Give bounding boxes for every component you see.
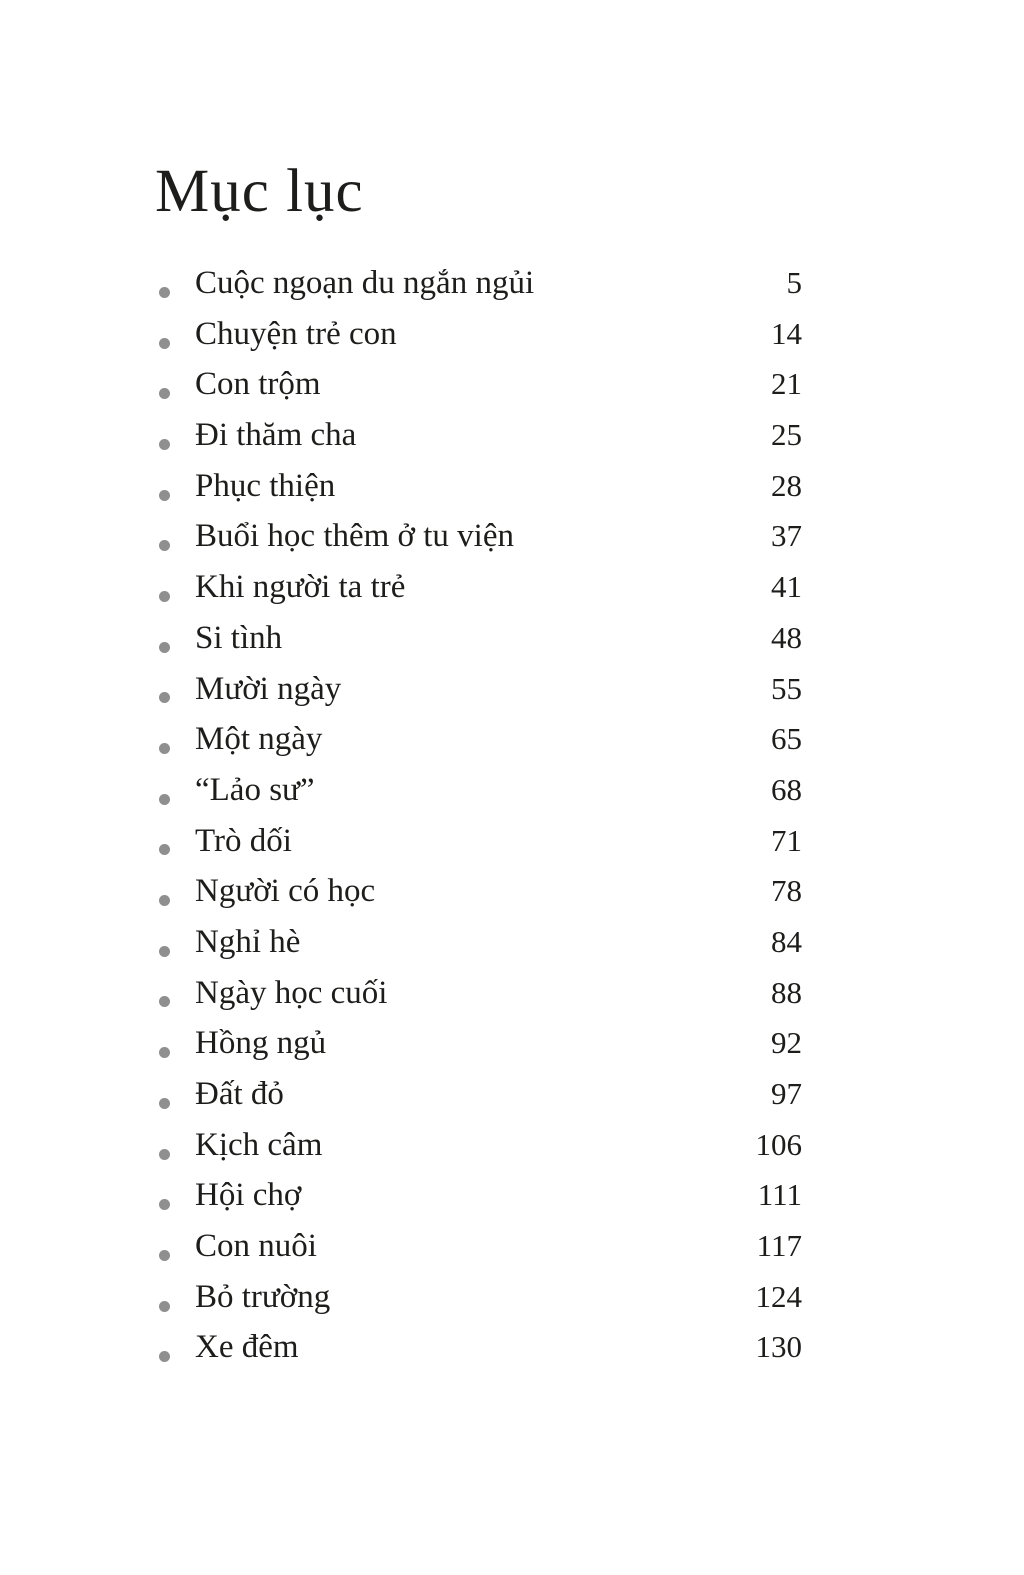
toc-row xyxy=(159,315,802,369)
bullet-icon xyxy=(159,794,170,805)
toc-row xyxy=(159,368,802,419)
toc-entry-title: Bỏ trường xyxy=(195,1278,331,1315)
bullet-icon xyxy=(159,1301,170,1312)
toc-entry-title: Đất đỏ xyxy=(195,1076,284,1112)
toc-entry-title: Khi người ta trẻ xyxy=(195,569,406,606)
toc-entry-page: 97 xyxy=(771,1076,802,1111)
toc-entry-title: Người có học xyxy=(195,873,376,910)
toc-entry-page: 92 xyxy=(771,1025,802,1061)
toc-row xyxy=(159,419,802,470)
toc-entry-title: Chuyện trẻ con xyxy=(195,315,397,352)
toc-row xyxy=(159,974,802,1028)
toc-entry-page: 106 xyxy=(755,1126,802,1162)
bullet-icon xyxy=(159,388,170,399)
bullet-icon xyxy=(159,844,170,855)
toc-entry-title: Nghỉ hè xyxy=(195,923,301,960)
toc-row xyxy=(159,723,802,774)
toc-entry-title: Một ngày xyxy=(195,721,323,758)
toc-list xyxy=(159,267,802,1382)
toc-entry-page: 48 xyxy=(771,619,802,655)
toc-entry-page: 41 xyxy=(771,569,802,605)
toc-row xyxy=(159,1278,802,1332)
toc-entry-title: Buổi học thêm ở tu viện xyxy=(195,518,514,555)
page-title: Mục lục xyxy=(155,157,364,225)
toc-entry-page: 124 xyxy=(755,1278,802,1314)
bullet-icon xyxy=(159,1098,170,1109)
toc-entry-page: 71 xyxy=(771,822,802,858)
toc-entry-page: 14 xyxy=(771,315,802,351)
toc-entry-page: 65 xyxy=(771,721,802,757)
toc-row xyxy=(159,1078,802,1129)
toc-entry-page: 111 xyxy=(757,1177,802,1213)
toc-entry-page: 117 xyxy=(756,1228,802,1264)
toc-row xyxy=(159,520,802,571)
toc-entry-page: 130 xyxy=(755,1329,802,1365)
toc-entry-page: 5 xyxy=(786,265,802,300)
toc-row xyxy=(159,1179,802,1230)
toc-entry-page: 25 xyxy=(771,417,802,453)
toc-entry-page: 78 xyxy=(771,873,802,909)
bullet-icon xyxy=(159,439,170,450)
bullet-icon xyxy=(159,946,170,957)
toc-entry-page: 84 xyxy=(771,923,802,959)
toc-entry-page: 37 xyxy=(771,518,802,554)
toc-row xyxy=(159,1230,802,1281)
toc-row xyxy=(159,467,802,521)
toc-row xyxy=(159,267,802,318)
bullet-icon xyxy=(159,591,170,602)
toc-entry-title: Kịch câm xyxy=(195,1126,323,1163)
toc-entry-title: Con trộm xyxy=(195,366,321,403)
bullet-icon xyxy=(159,1047,170,1058)
toc-entry-title: Đi thăm cha xyxy=(195,417,357,454)
toc-entry-title: Trò dối xyxy=(195,822,292,859)
bullet-icon xyxy=(159,540,170,551)
toc-entry-title: Phục thiện xyxy=(195,467,336,504)
toc-row xyxy=(159,1331,802,1382)
bullet-icon xyxy=(159,642,170,653)
toc-entry-title: Xe đêm xyxy=(195,1329,299,1366)
toc-entry-title: Ngày học cuối xyxy=(195,974,388,1011)
toc-row xyxy=(159,875,802,926)
toc-entry-title: Con nuôi xyxy=(195,1228,317,1265)
toc-entry-title: Mười ngày xyxy=(195,670,342,707)
toc-entry-title: Hội chợ xyxy=(195,1177,302,1214)
bullet-icon xyxy=(159,743,170,754)
bullet-icon xyxy=(159,287,170,298)
toc-entry-page: 55 xyxy=(771,670,802,706)
toc-row xyxy=(159,1126,802,1180)
toc-entry-title: Si tình xyxy=(195,619,283,656)
bullet-icon xyxy=(159,490,170,501)
toc-entry-page: 68 xyxy=(771,771,802,807)
bullet-icon xyxy=(159,895,170,906)
toc-entry-page: 21 xyxy=(771,366,802,402)
toc-row xyxy=(159,822,802,876)
toc-row xyxy=(159,619,802,673)
toc-row xyxy=(159,670,802,724)
toc-entry-title: Hồng ngủ xyxy=(195,1025,327,1062)
bullet-icon xyxy=(159,1199,170,1210)
toc-entry-title: “Lảo sư” xyxy=(195,771,315,808)
toc-row xyxy=(159,923,802,977)
bullet-icon xyxy=(159,1351,170,1362)
bullet-icon xyxy=(159,1149,170,1160)
toc-entry-title: Cuộc ngoạn du ngắn ngủi xyxy=(195,265,535,301)
toc-entry-page: 88 xyxy=(771,974,802,1010)
toc-row xyxy=(159,571,802,622)
toc-row xyxy=(159,771,802,825)
bullet-icon xyxy=(159,692,170,703)
bullet-icon xyxy=(159,996,170,1007)
toc-row xyxy=(159,1027,802,1078)
bullet-icon xyxy=(159,338,170,349)
toc-entry-page: 28 xyxy=(771,467,802,503)
bullet-icon xyxy=(159,1250,170,1261)
